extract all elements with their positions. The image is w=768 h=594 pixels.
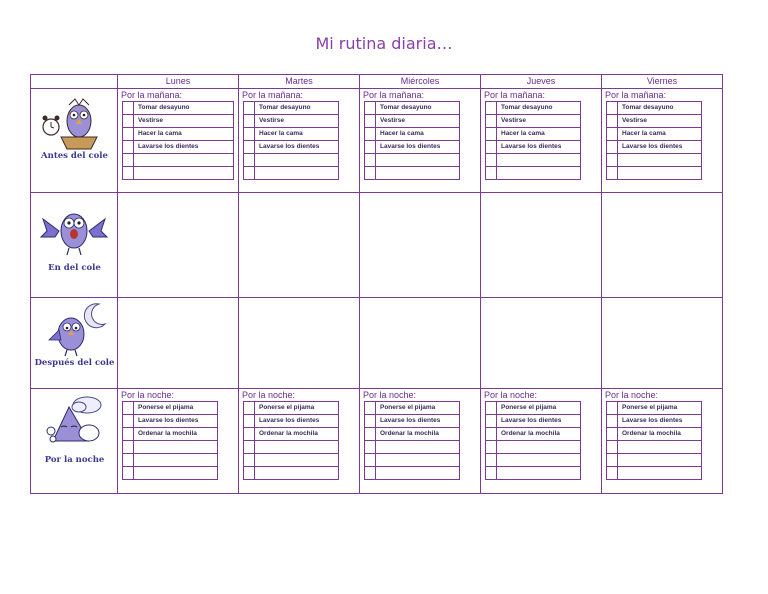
task-row (244, 428, 339, 441)
task-label: Tomar desayuno (134, 102, 234, 115)
day-header: Jueves (481, 75, 602, 89)
day-header: Viernes (602, 75, 723, 89)
task-checkbox[interactable] (365, 402, 376, 415)
task-row (607, 115, 702, 128)
task-label (618, 467, 702, 480)
task-checkbox[interactable] (486, 128, 497, 141)
task-row (365, 128, 460, 141)
task-checkbox[interactable] (123, 454, 134, 467)
task-row (486, 154, 581, 167)
task-label (376, 454, 460, 467)
task-label: Ordenar la mochila (497, 428, 581, 441)
task-row (123, 115, 234, 128)
night-heading: Por la noche: (363, 390, 417, 400)
row-at-school (31, 193, 723, 298)
task-row (486, 441, 581, 454)
task-label (618, 167, 702, 180)
task-row (123, 428, 218, 441)
task-label: Ordenar la mochila (618, 428, 702, 441)
task-checkbox[interactable] (123, 467, 134, 480)
task-checkbox[interactable] (123, 154, 134, 167)
task-checkbox[interactable] (486, 454, 497, 467)
morning-heading: Por la mañana: (363, 90, 425, 100)
task-label: Ordenar la mochila (376, 428, 460, 441)
task-row (486, 415, 581, 428)
task-label: Tomar desayuno (255, 102, 339, 115)
task-row (486, 141, 581, 154)
morning-task-list (606, 101, 702, 180)
morning-heading: Por la mañana: (242, 90, 304, 100)
task-checkbox[interactable] (607, 441, 618, 454)
section-at-school (31, 193, 118, 298)
task-checkbox[interactable] (123, 428, 134, 441)
task-row (365, 154, 460, 167)
task-row (365, 415, 460, 428)
task-row (607, 128, 702, 141)
task-label: Lavarse los dientes (618, 415, 702, 428)
task-label: Ponerse el pijama (134, 402, 218, 415)
task-checkbox[interactable] (365, 154, 376, 167)
night-task-list (364, 401, 460, 480)
owl-flapping-icon (39, 201, 109, 259)
task-row (365, 102, 460, 115)
task-label: Vestirse (134, 115, 234, 128)
task-label (497, 154, 581, 167)
task-label: Tomar desayuno (376, 102, 460, 115)
task-checkbox[interactable] (607, 428, 618, 441)
task-label: Lavarse los dientes (618, 141, 702, 154)
task-label: Ponerse el pijama (618, 402, 702, 415)
task-row (244, 154, 339, 167)
task-checkbox[interactable] (244, 428, 255, 441)
day-cell (602, 389, 723, 494)
morning-heading: Por la mañana: (605, 90, 667, 100)
task-label (618, 154, 702, 167)
task-row (365, 428, 460, 441)
task-row (607, 102, 702, 115)
task-checkbox[interactable] (607, 167, 618, 180)
task-checkbox[interactable] (607, 467, 618, 480)
task-label (497, 441, 581, 454)
task-checkbox[interactable] (486, 154, 497, 167)
day-cell (118, 389, 239, 494)
task-row (123, 102, 234, 115)
task-label (497, 167, 581, 180)
day-cell[interactable] (602, 193, 723, 298)
task-row (486, 128, 581, 141)
task-row (123, 128, 234, 141)
task-row (607, 154, 702, 167)
task-row (365, 467, 460, 480)
task-label (134, 154, 234, 167)
task-label: Lavarse los dientes (376, 141, 460, 154)
task-row (123, 167, 234, 180)
task-checkbox[interactable] (365, 167, 376, 180)
task-row (244, 167, 339, 180)
task-label (134, 467, 218, 480)
task-row (244, 441, 339, 454)
day-header: Miércoles (360, 75, 481, 89)
task-row (365, 167, 460, 180)
task-label (618, 454, 702, 467)
section-label: Después del cole (34, 358, 115, 368)
morning-heading: Por la mañana: (484, 90, 546, 100)
day-cell[interactable] (118, 193, 239, 298)
task-checkbox[interactable] (244, 115, 255, 128)
task-label: Ordenar la mochila (134, 428, 218, 441)
task-row (607, 428, 702, 441)
task-label (497, 467, 581, 480)
day-header-row (31, 75, 723, 89)
task-row (486, 428, 581, 441)
day-cell[interactable] (602, 298, 723, 389)
owl-sleeping-icon (39, 393, 109, 451)
task-label: Hacer la cama (376, 128, 460, 141)
task-label (134, 167, 234, 180)
task-label (255, 167, 339, 180)
task-checkbox[interactable] (244, 167, 255, 180)
task-row (123, 154, 234, 167)
task-row (486, 402, 581, 415)
task-checkbox[interactable] (486, 415, 497, 428)
task-label: Lavarse los dientes (376, 415, 460, 428)
task-row (244, 102, 339, 115)
task-row (123, 441, 218, 454)
task-label: Ponerse el pijama (497, 402, 581, 415)
section-night (31, 389, 118, 494)
task-row (244, 128, 339, 141)
task-row (244, 415, 339, 428)
corner-cell (31, 75, 118, 89)
task-label (255, 467, 339, 480)
morning-heading: Por la mañana: (121, 90, 183, 100)
day-cell[interactable] (239, 193, 360, 298)
owl-moon-icon (39, 300, 109, 358)
task-checkbox[interactable] (365, 415, 376, 428)
task-checkbox[interactable] (244, 467, 255, 480)
task-row (365, 115, 460, 128)
task-row (607, 441, 702, 454)
task-checkbox[interactable] (486, 141, 497, 154)
task-label (497, 454, 581, 467)
task-row (123, 454, 218, 467)
task-label (376, 154, 460, 167)
task-row (365, 402, 460, 415)
section-label: En del cole (48, 263, 101, 273)
task-label (376, 441, 460, 454)
task-label (255, 454, 339, 467)
task-row (486, 167, 581, 180)
task-checkbox[interactable] (607, 415, 618, 428)
day-cell[interactable] (118, 298, 239, 389)
row-night (31, 389, 723, 494)
task-checkbox[interactable] (486, 102, 497, 115)
task-label: Hacer la cama (618, 128, 702, 141)
task-row (123, 141, 234, 154)
task-row (607, 467, 702, 480)
task-checkbox[interactable] (486, 441, 497, 454)
task-checkbox[interactable] (123, 402, 134, 415)
morning-task-list (243, 101, 339, 180)
day-cell (481, 389, 602, 494)
row-after-school (31, 298, 723, 389)
task-checkbox[interactable] (607, 402, 618, 415)
day-cell (481, 89, 602, 193)
task-label: Vestirse (255, 115, 339, 128)
routine-grid (30, 74, 723, 494)
task-row (365, 441, 460, 454)
task-checkbox[interactable] (365, 428, 376, 441)
task-checkbox[interactable] (607, 115, 618, 128)
task-row (607, 415, 702, 428)
task-row (486, 467, 581, 480)
day-header: Martes (239, 75, 360, 89)
task-row (365, 454, 460, 467)
night-heading: Por la noche: (121, 390, 175, 400)
task-checkbox[interactable] (244, 141, 255, 154)
task-label (255, 441, 339, 454)
task-checkbox[interactable] (244, 102, 255, 115)
task-row (244, 467, 339, 480)
task-checkbox[interactable] (607, 454, 618, 467)
task-label (255, 154, 339, 167)
night-heading: Por la noche: (242, 390, 296, 400)
day-cell[interactable] (239, 298, 360, 389)
task-checkbox[interactable] (244, 128, 255, 141)
task-checkbox[interactable] (123, 441, 134, 454)
section-before-school (31, 89, 118, 193)
task-checkbox[interactable] (486, 467, 497, 480)
day-header: Lunes (118, 75, 239, 89)
section-after-school (31, 298, 118, 389)
task-row (486, 115, 581, 128)
task-checkbox[interactable] (123, 415, 134, 428)
day-cell[interactable] (481, 193, 602, 298)
task-label (376, 167, 460, 180)
task-checkbox[interactable] (486, 115, 497, 128)
task-label: Lavarse los dientes (497, 141, 581, 154)
task-checkbox[interactable] (365, 128, 376, 141)
task-label: Hacer la cama (134, 128, 234, 141)
task-label (134, 441, 218, 454)
day-cell[interactable] (360, 193, 481, 298)
task-row (607, 167, 702, 180)
task-checkbox[interactable] (607, 154, 618, 167)
task-label: Vestirse (376, 115, 460, 128)
task-row (486, 102, 581, 115)
task-checkbox[interactable] (365, 141, 376, 154)
night-task-list (243, 401, 339, 480)
task-checkbox[interactable] (607, 128, 618, 141)
task-checkbox[interactable] (123, 141, 134, 154)
section-label: Antes del cole (41, 151, 108, 161)
owl-clock-icon (39, 93, 109, 151)
task-label (376, 467, 460, 480)
task-row (244, 402, 339, 415)
task-checkbox[interactable] (244, 454, 255, 467)
night-heading: Por la noche: (605, 390, 659, 400)
night-task-list (122, 401, 218, 480)
morning-task-list (485, 101, 581, 180)
task-checkbox[interactable] (486, 167, 497, 180)
task-checkbox[interactable] (365, 467, 376, 480)
task-label: Ordenar la mochila (255, 428, 339, 441)
task-row (365, 141, 460, 154)
day-cell[interactable] (360, 298, 481, 389)
task-row (607, 141, 702, 154)
task-checkbox[interactable] (365, 454, 376, 467)
day-cell[interactable] (481, 298, 602, 389)
task-checkbox[interactable] (244, 415, 255, 428)
task-checkbox[interactable] (123, 128, 134, 141)
task-row (244, 141, 339, 154)
task-label: Tomar desayuno (618, 102, 702, 115)
morning-task-list (364, 101, 460, 180)
task-checkbox[interactable] (607, 141, 618, 154)
task-checkbox[interactable] (486, 402, 497, 415)
task-checkbox[interactable] (486, 428, 497, 441)
task-label (618, 441, 702, 454)
task-label: Vestirse (497, 115, 581, 128)
task-checkbox[interactable] (244, 441, 255, 454)
task-row (486, 454, 581, 467)
task-row (123, 467, 218, 480)
day-cell (602, 89, 723, 193)
task-checkbox[interactable] (123, 115, 134, 128)
task-label: Lavarse los dientes (134, 415, 218, 428)
task-checkbox[interactable] (123, 167, 134, 180)
task-label: Hacer la cama (255, 128, 339, 141)
night-task-list (606, 401, 702, 480)
day-cell (360, 389, 481, 494)
task-label: Vestirse (618, 115, 702, 128)
row-before-school (31, 89, 723, 193)
night-task-list (485, 401, 581, 480)
night-heading: Por la noche: (484, 390, 538, 400)
task-checkbox[interactable] (123, 102, 134, 115)
task-label: Ponerse el pijama (376, 402, 460, 415)
task-row (607, 454, 702, 467)
task-row (244, 115, 339, 128)
task-row (607, 402, 702, 415)
task-checkbox[interactable] (365, 115, 376, 128)
task-label: Ponerse el pijama (255, 402, 339, 415)
task-label: Lavarse los dientes (255, 141, 339, 154)
section-label: Por la noche (44, 455, 105, 465)
task-label: Lavarse los dientes (255, 415, 339, 428)
task-checkbox[interactable] (365, 441, 376, 454)
task-row (123, 402, 218, 415)
task-label: Lavarse los dientes (134, 141, 234, 154)
task-label: Lavarse los dientes (497, 415, 581, 428)
task-label (134, 454, 218, 467)
task-checkbox[interactable] (365, 102, 376, 115)
day-cell (118, 89, 239, 193)
task-checkbox[interactable] (244, 154, 255, 167)
task-label: Hacer la cama (497, 128, 581, 141)
page-title: Mi rutina diaria… (315, 34, 453, 53)
day-cell (239, 89, 360, 193)
morning-task-list (122, 101, 234, 180)
task-checkbox[interactable] (607, 102, 618, 115)
task-row (244, 454, 339, 467)
day-cell (239, 389, 360, 494)
task-row (123, 415, 218, 428)
task-checkbox[interactable] (244, 402, 255, 415)
task-label: Tomar desayuno (497, 102, 581, 115)
day-cell (360, 89, 481, 193)
